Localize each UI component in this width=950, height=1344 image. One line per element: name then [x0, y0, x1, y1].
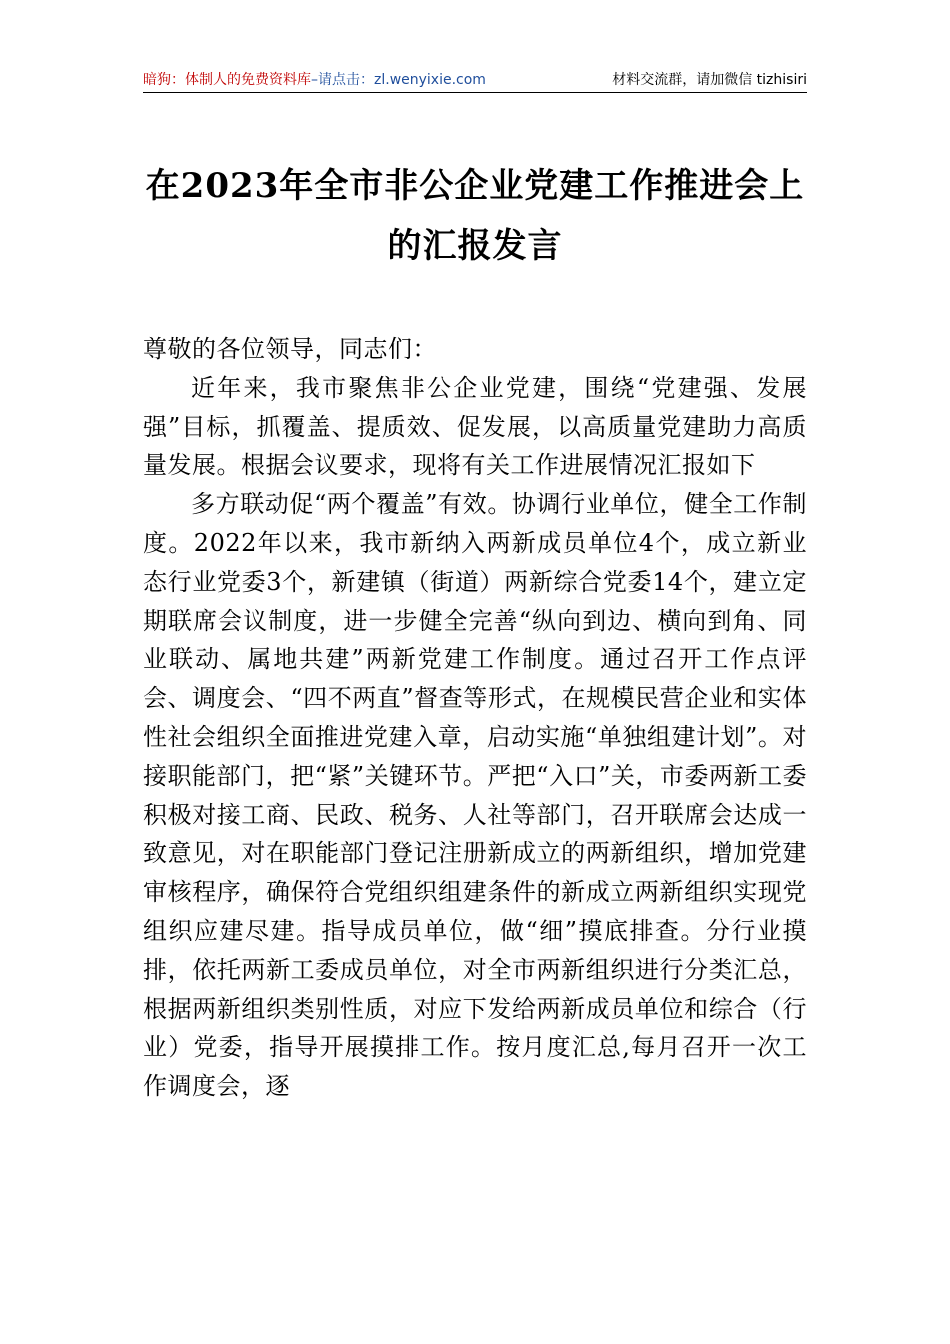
- document-title: [143, 156, 807, 276]
- salutation: 尊敬的各位领导，同志们：: [143, 335, 437, 363]
- title-line-2: 的汇报发言: [387, 226, 563, 266]
- page-header: [143, 68, 807, 93]
- header-contact: 材料交流群，请加微信 tizhisiri: [612, 72, 807, 88]
- header-link[interactable]: –请点击：zl.wenyixie.com: [311, 72, 486, 88]
- paragraph-coverage: 多方联动促“两个覆盖”有效。协调行业单位，健全工作制度。2022年以来，我市新纳入两新成员单位4个，成立新业态行业党委3个，新建镇（街道）两新综合党委14个，建立定期联席会议制度，进一步健全完善“纵向到边、横向到角、同业联动、属地共建”两新党建工作制度。通过召开工作点评会、调度会、“四不两直”督查等形式，在规模民营企业和实体性社会组织全面推进党建入章，启动实施“单独组建计划”。对接职能部门，把“紧”关键环节。严把“入口”关，市委两新工委积极对接工商、民政、税务、人社等部门，召开联席会达成一致意见，对在职能部门登记注册新成立的两新组织，增加党建审核程序，确保符合党组织组建条件的新成立两新组织实现党组织应建尽建。指导成员单位，做“细”摸底排查。分行业摸排，依托两新工委成员单位，对全市两新组织进行分类汇总，根据两新组织类别性质，对应下发给两新成员单位和综合（行业）党委，指导开展摸排工作。按月度汇总,每月召开一次工作调度会，逐: [143, 490, 807, 1101]
- header-brand: 暗狗：体制人的免费资料库: [143, 72, 311, 88]
- document-body: [143, 330, 807, 1106]
- paragraph-intro: 近年来，我市聚焦非公企业党建，围绕“党建强、发展强”目标，抓覆盖、提质效、促发展，以高质量党建助力高质量发展。根据会议要求，现将有关工作进展情况汇报如下: [143, 373, 807, 480]
- title-line-1: 在2023年全市非公企业党建工作推进会上: [145, 166, 805, 206]
